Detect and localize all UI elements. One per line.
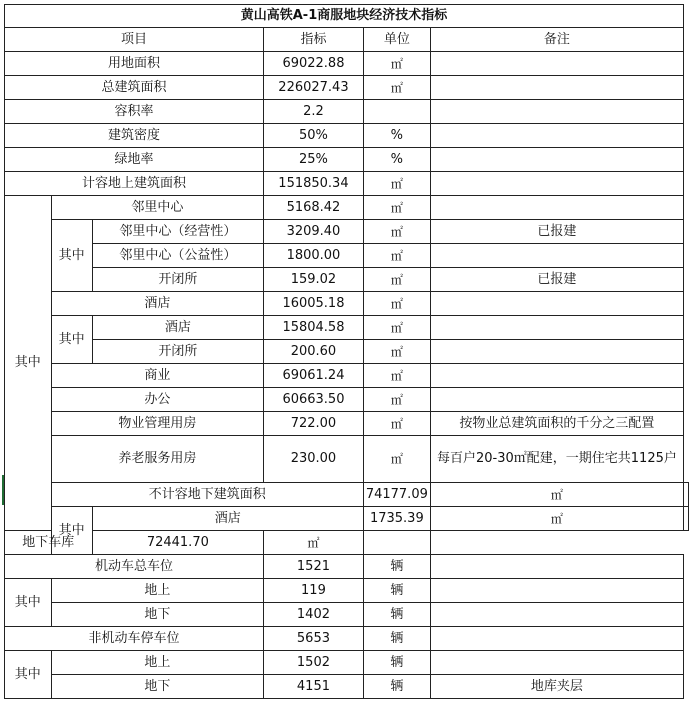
row-label: 地上 [51,651,264,675]
group-label: 其中 [5,651,52,699]
table-row [5,555,689,579]
row-value: 72441.70 [92,531,263,555]
row-note [430,244,683,268]
row-label: 酒店 [92,316,263,340]
table-row [5,531,689,555]
table-row [5,603,689,627]
row-value: 119 [264,579,364,603]
row-note: 按物业总建筑面积的千分之三配置 [430,412,683,436]
row-value: 5168.42 [264,196,364,220]
row-label: 开闭所 [92,340,263,364]
table-row [5,627,689,651]
header-value: 指标 [264,28,364,52]
row-label: 办公 [51,388,264,412]
row-note: 地库夹层 [430,675,683,699]
row-unit [363,100,430,124]
row-value: 1521 [264,555,364,579]
row-value: 151850.34 [264,172,364,196]
row-unit: 辆 [363,675,430,699]
row-unit: ㎡ [363,364,430,388]
row-note: 已报建 [430,220,683,244]
row-unit: % [363,148,430,172]
row-label: 酒店 [92,507,363,531]
table-row [5,268,689,292]
row-unit: ㎡ [363,292,430,316]
table-row [5,196,689,220]
row-note [684,483,689,507]
row-unit: ㎡ [363,340,430,364]
header-unit: 单位 [363,28,430,52]
group-label: 其中 [51,507,92,555]
row-label: 不计容地下建筑面积 [51,483,363,507]
row-value: 230.00 [264,436,364,483]
row-label: 绿地率 [5,148,264,172]
row-unit: 辆 [363,579,430,603]
table-row [5,483,689,507]
row-note: 每百户20-30㎡配建，一期住宅共1125户 [430,436,683,483]
row-label: 地下 [51,603,264,627]
row-label: 容积率 [5,100,264,124]
row-unit: ㎡ [363,244,430,268]
row-unit: ㎡ [363,172,430,196]
subgroup-label: 其中 [51,316,92,364]
row-label: 建筑密度 [5,124,264,148]
row-unit: ㎡ [363,76,430,100]
row-value: 1735.39 [363,507,430,531]
table-row [5,292,689,316]
row-unit: ㎡ [363,196,430,220]
table-row [5,244,689,268]
row-note [430,603,683,627]
row-label: 用地面积 [5,52,264,76]
row-value: 74177.09 [363,483,430,507]
row-value: 16005.18 [264,292,364,316]
row-value: 1502 [264,651,364,675]
table-row [5,148,689,172]
row-value: 25% [264,148,364,172]
table-row [5,340,689,364]
row-label: 机动车总车位 [5,555,264,579]
table-row [5,100,689,124]
row-label: 总建筑面积 [5,76,264,100]
table-row [5,436,689,483]
row-note: 已报建 [430,268,683,292]
header-note: 备注 [430,28,683,52]
table-row [5,651,689,675]
row-label: 开闭所 [92,268,263,292]
table-row [5,364,689,388]
row-value: 1800.00 [264,244,364,268]
row-value: 200.60 [264,340,364,364]
row-value: 3209.40 [264,220,364,244]
row-value: 15804.58 [264,316,364,340]
row-label: 物业管理用房 [51,412,264,436]
row-note [430,52,683,76]
subgroup-label: 其中 [51,220,92,292]
row-note [430,316,683,340]
table-row [5,76,689,100]
row-note [430,627,683,651]
row-unit: % [363,124,430,148]
title-row [5,5,689,28]
row-note [363,531,430,555]
row-unit: 辆 [363,555,430,579]
row-note [430,196,683,220]
row-value: 69061.24 [264,364,364,388]
row-unit: 辆 [363,627,430,651]
row-unit: ㎡ [430,483,683,507]
row-note [430,579,683,603]
row-label: 地下 [51,675,264,699]
row-value: 226027.43 [264,76,364,100]
row-label: 地上 [51,579,264,603]
indicator-table [4,4,689,699]
row-value: 4151 [264,675,364,699]
table-row [5,124,689,148]
row-unit: ㎡ [363,220,430,244]
row-label: 酒店 [51,292,264,316]
row-unit: ㎡ [363,316,430,340]
row-value: 722.00 [264,412,364,436]
table-row [5,675,689,699]
table-title: 黄山高铁A-1商服地块经济技术指标 [5,5,684,28]
table-row [5,412,689,436]
row-label: 养老服务用房 [51,436,264,483]
row-unit: ㎡ [363,436,430,483]
row-value: 5653 [264,627,364,651]
row-label: 地下车库 [5,531,93,555]
row-unit: 辆 [363,651,430,675]
row-note [430,364,683,388]
table-row [5,316,689,340]
table-row [5,52,689,76]
table-row [5,172,689,196]
row-note [430,172,683,196]
row-value: 60663.50 [264,388,364,412]
group-label: 其中 [5,579,52,627]
row-value: 159.02 [264,268,364,292]
row-unit: ㎡ [363,388,430,412]
row-unit: ㎡ [430,507,683,531]
row-label: 计容地上建筑面积 [5,172,264,196]
row-label: 邻里中心（公益性） [92,244,263,268]
row-label: 非机动车停车位 [5,627,264,651]
row-unit: ㎡ [264,531,364,555]
row-label: 邻里中心（经营性） [92,220,263,244]
row-unit: ㎡ [363,268,430,292]
row-unit: ㎡ [363,52,430,76]
row-value: 69022.88 [264,52,364,76]
row-value: 2.2 [264,100,364,124]
row-value: 1402 [264,603,364,627]
group-label: 其中 [5,196,52,531]
header-row [5,28,689,52]
row-note [430,100,683,124]
row-note [430,148,683,172]
row-label: 邻里中心 [51,196,264,220]
row-note [684,507,689,531]
row-note [430,555,683,579]
table-row [5,220,689,244]
row-note [430,292,683,316]
row-value: 50% [264,124,364,148]
header-item: 项目 [5,28,264,52]
row-unit: 辆 [363,603,430,627]
table-row [5,507,689,531]
row-note [430,340,683,364]
row-note [430,651,683,675]
row-label: 商业 [51,364,264,388]
row-note [430,76,683,100]
table-row [5,579,689,603]
row-unit: ㎡ [363,412,430,436]
row-note [430,388,683,412]
row-note [430,124,683,148]
table-row [5,388,689,412]
